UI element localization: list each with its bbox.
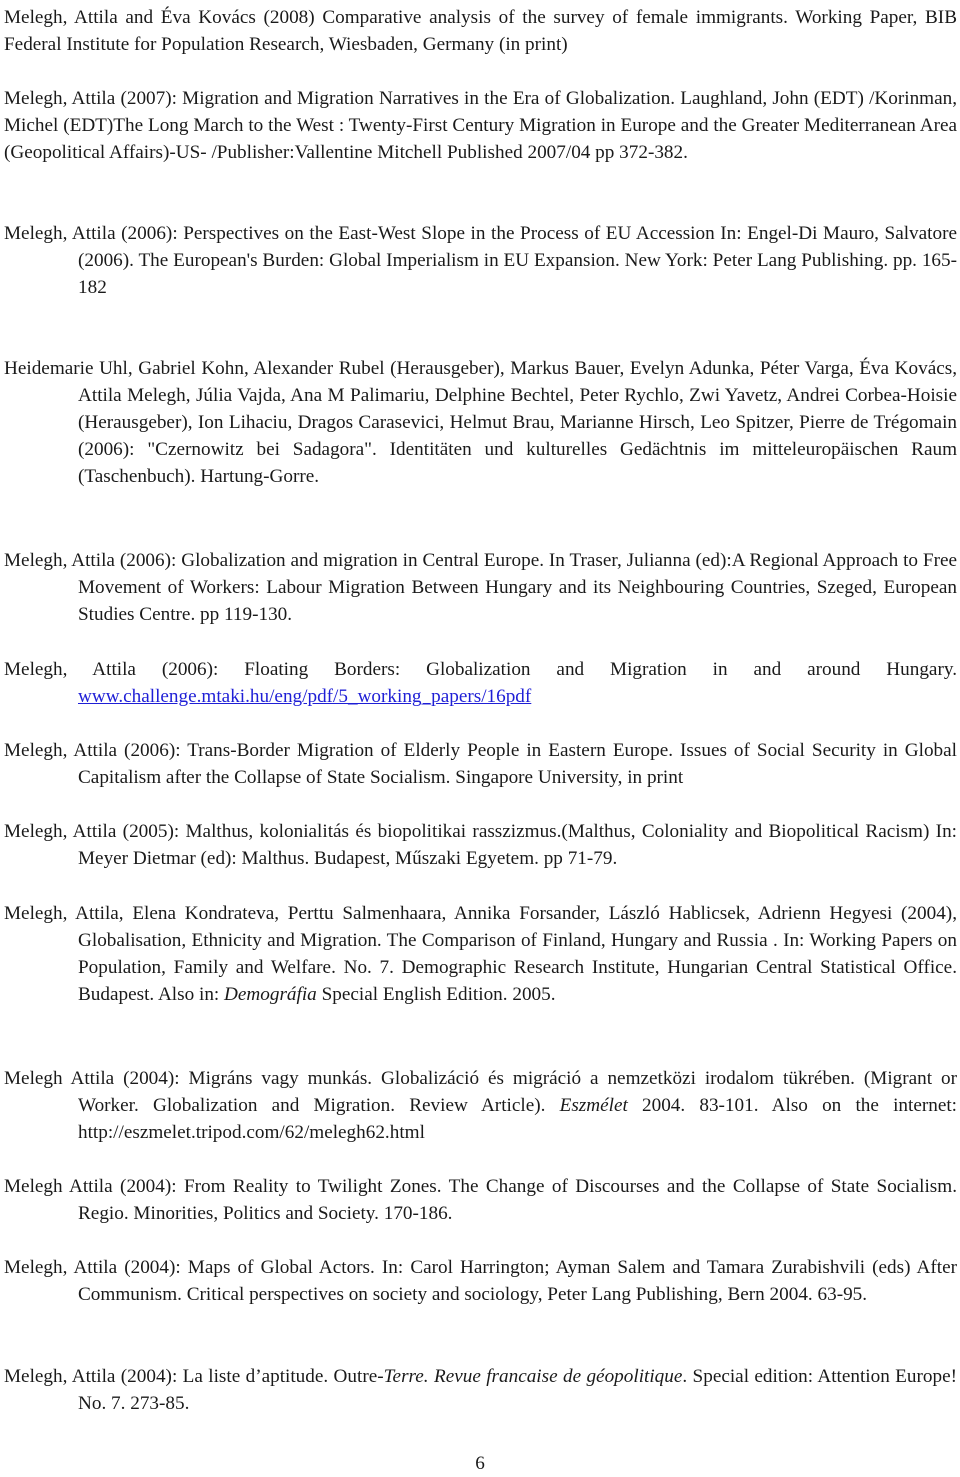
reference-link[interactable]: www.challenge.mtaki.hu/eng/pdf/5_working_papers/16pdf xyxy=(78,686,532,707)
reference-entry xyxy=(4,85,957,166)
reference-text: . Special edition: Attention Europe! No. 7. 273-85. xyxy=(78,1366,957,1414)
reference-entry xyxy=(4,900,957,1008)
journal-title: Demográfia xyxy=(224,984,317,1005)
reference-text: Melegh, Attila (2005): Malthus, kolonialitás és biopolitikai rasszizmus.(Malthus, Coloniality and Biopolitical Racism) In: Meyer Dietmar (ed): Malthus. Budapest, Műszaki Egyetem. pp 71-79. xyxy=(4,821,957,869)
reference-text: Melegh, Attila (2006): Trans-Border Migration of Elderly People in Eastern Europe. Issues of Social Security in Global Capitalism after the Collapse of State Socialism. Singapore University, in print xyxy=(4,740,957,788)
reference-text: Melegh Attila (2004): From Reality to Twilight Zones. The Change of Discourses and the Collapse of State Socialism. Regio. Minorities, Politics and Society. 170-186. xyxy=(4,1176,957,1224)
journal-title: Terre. Revue francaise de géopolitique xyxy=(383,1366,683,1387)
reference-entry xyxy=(4,1363,957,1417)
reference-entry xyxy=(4,656,957,710)
reference-text: 2004. 83-101. Also on the internet: http://eszmelet.tripod.com/62/melegh62.html xyxy=(78,1095,958,1143)
page-number: 6 xyxy=(475,1453,485,1474)
reference-text: Melegh, Attila (2004): Maps of Global Actors. In: Carol Harrington; Ayman Salem and Tamara Zurabishvili (eds) After Communism. Critical perspectives on society and sociology, Peter Lang Publishing, Bern 2004. 63-95. xyxy=(4,1257,957,1305)
reference-entry xyxy=(4,547,957,628)
reference-entry xyxy=(4,1254,957,1308)
reference-entry xyxy=(4,355,957,490)
reference-entry xyxy=(4,220,957,301)
reference-text: Special English Edition. 2005. xyxy=(321,984,556,1005)
reference-text: Melegh, Attila, Elena Kondrateva, Perttu Salmenhaara, Annika Forsander, László Hablicsek, Adrienn Hegyesi (2004), Globalisation, Ethnicity and Migration. The Comparison of Finland, Hungary and Russia . In: Working Papers on Population, Family and Welfare. No. 7. Demographic Research Institute, Hungarian Central Statistical Office. Budapest. Also in: xyxy=(4,903,957,1005)
reference-text: Melegh, Attila (2006): Perspectives on the East-West Slope in the Process of EU Accession In: Engel-Di Mauro, Salvatore (2006). The European's Burden: Global Imperialism in EU Expansion. New York: Peter Lang Publishing. pp. 165-182 xyxy=(4,223,957,298)
reference-entry xyxy=(4,1065,957,1146)
reference-text: Melegh, Attila (2007): Migration and Migration Narratives in the Era of Globalization. Laughland, John (EDT) /Korinman, Michel (EDT)The Long March to the West : Twenty-First Century Migration in Europe and the Greater Mediterranean Area (Geopolitical Affairs)-US- /Publisher:Vallentine Mitchell Published 2007/04 pp 372-382. xyxy=(4,88,957,163)
reference-text: Melegh, Attila (2006): Floating Borders: Globalization and Migration in and around Hungary. xyxy=(4,659,957,680)
reference-text: Melegh Attila (2004): Migráns vagy munkás. Globalizáció és migráció a nemzetközi irodalom tükrében. (Migrant or Worker. Globalization and Migration. Review Article). xyxy=(4,1068,957,1116)
reference-text: Melegh, Attila (2004): La liste d’aptitude. Outre- xyxy=(4,1366,384,1387)
reference-text: Melegh, Attila and Éva Kovács (2008) Comparative analysis of the survey of female immigrants. Working Paper, BIB Federal Institute for Population Research, Wiesbaden, Germany (in print) xyxy=(4,7,957,55)
reference-text: Heidemarie Uhl, Gabriel Kohn, Alexander Rubel (Herausgeber), Markus Bauer, Evelyn Adunka, Péter Varga, Éva Kovács, Attila Melegh, Júlia Vajda, Ana M Palimariu, Delphine Bechtel, Peter Rychlo, Zwi Yavetz, Andrei Corbea-Hoisie (Herausgeber), Ion Lihaciu, Dragos Carasevici, Helmut Brau, Marianne Hirsch, Leo Spitzer, Pierre de Trégomain (2006): "Czernowitz bei Sadagora". Identitäten und kulturelles Gedächtnis im mitteleuropäischen Raum (Taschenbuch). Hartung-Gorre. xyxy=(4,358,957,487)
journal-title: Eszmélet xyxy=(559,1095,628,1116)
reference-entry xyxy=(4,4,957,58)
reference-entry xyxy=(4,1173,957,1227)
reference-text: Melegh, Attila (2006): Globalization and migration in Central Europe. In Traser, Julianna (ed):A Regional Approach to Free Movement of Workers: Labour Migration Between Hungary and its Neighbouring Countries, Szeged, European Studies Centre. pp 119-130. xyxy=(4,550,957,625)
reference-entry xyxy=(4,737,957,791)
reference-entry xyxy=(4,818,957,872)
